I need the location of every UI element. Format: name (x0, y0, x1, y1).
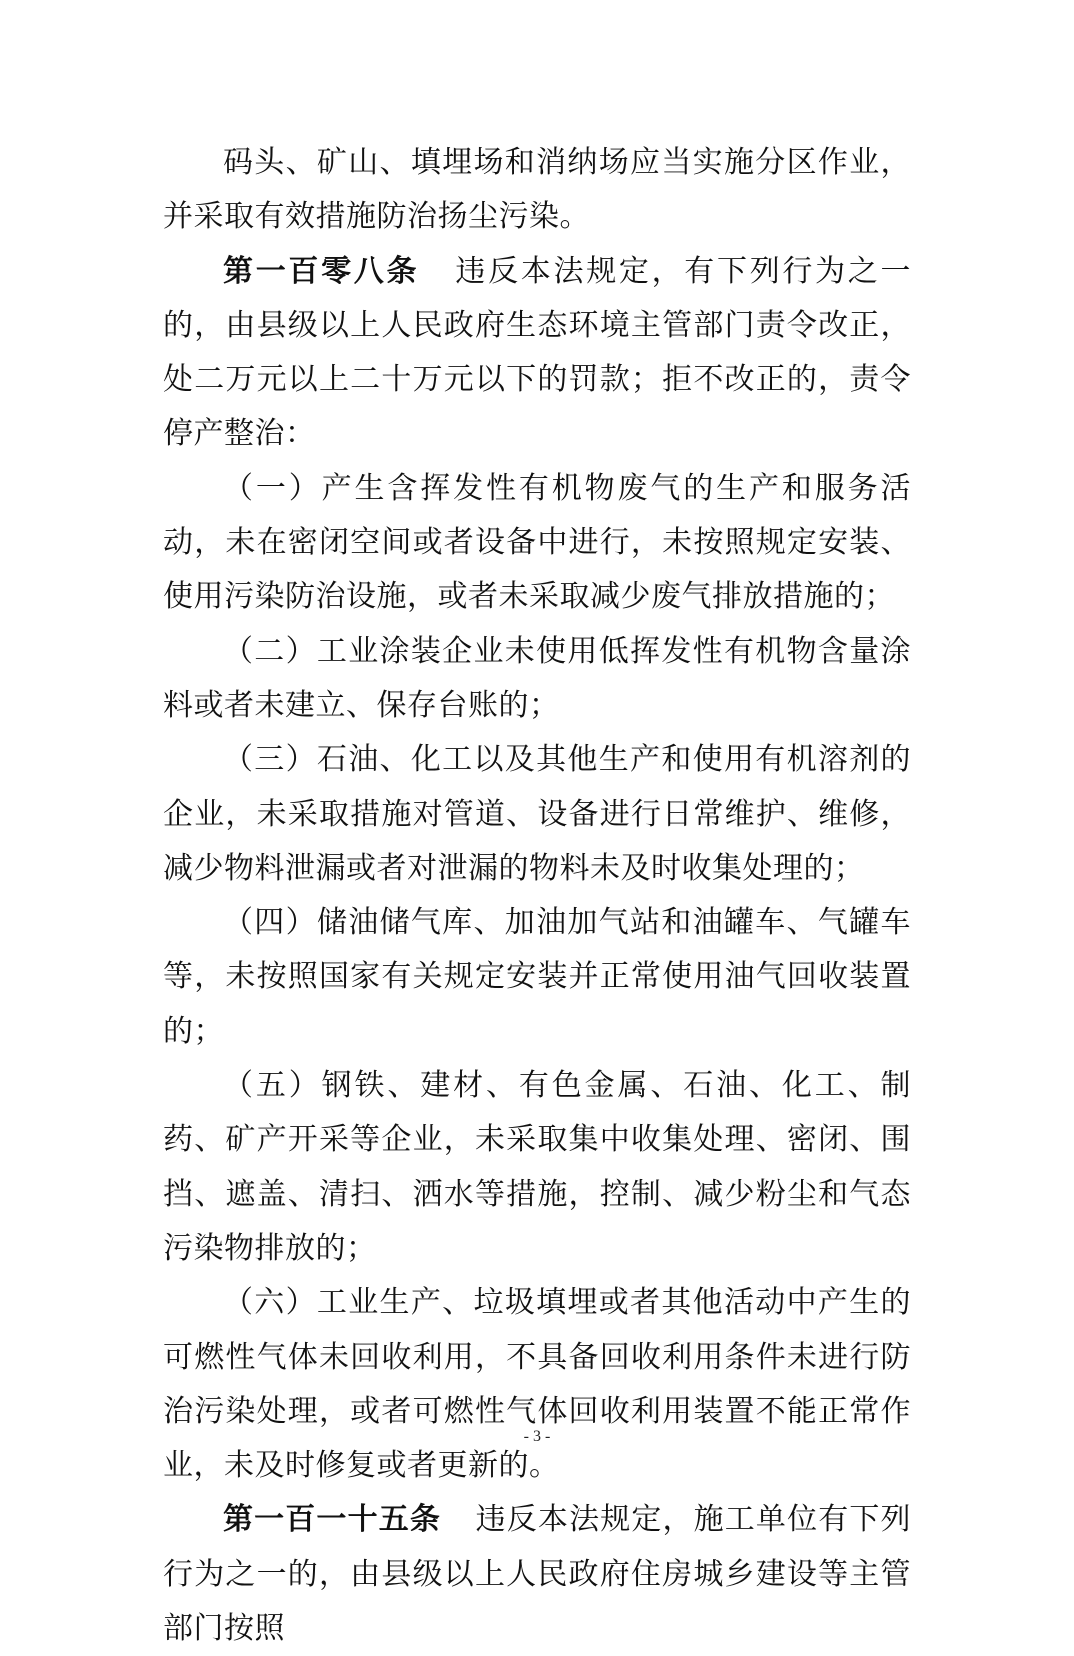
item-2-text: （二）工业涂装企业未使用低挥发性有机物含量涂料或者未建立、保存台账的； (163, 633, 911, 723)
item-3-paragraph (163, 733, 911, 896)
item-4-text: （四）储油储气库、加油加气站和油罐车、气罐车等，未按照国家有关规定安装并正常使用油气回收装置的； (163, 905, 911, 1049)
item-2-paragraph (163, 625, 911, 734)
article-115-text: 违反本法规定，施工单位有下列行为之一的，由县级以上人民政府住房城乡建设等主管部门按照 (163, 1502, 911, 1647)
article-115-paragraph (163, 1493, 911, 1656)
item-6-paragraph (163, 1276, 911, 1493)
item-5-text: （五）钢铁、建材、有色金属、石油、化工、制药、矿产开采等企业，未采取集中收集处理、密闭、围挡、遮盖、清扫、洒水等措施，控制、减少粉尘和气态污染物排放的； (163, 1068, 911, 1266)
article-108-text: 违反本法规定，有下列行为之一的，由县级以上人民政府生态环境主管部门责令改正，处二万元以上二十万元以下的罚款；拒不改正的，责令停产整治： (163, 253, 912, 452)
page-number: - 3 - (523, 1428, 551, 1445)
item-3-text: （三）石油、化工以及其他生产和使用有机溶剂的企业，未采取措施对管道、设备进行日常维护、维修，减少物料泄漏或者对泄漏的物料未及时收集处理的； (163, 742, 911, 886)
item-6-text: （六）工业生产、垃圾填埋或者其他活动中产生的可燃性气体未回收利用，不具备回收利用条件未进行防治污染处理，或者可燃性气体回收利用装置不能正常作业，未及时修复或者更新的。 (163, 1285, 911, 1484)
item-1-text: （一）产生含挥发性有机物废气的生产和服务活动，未在密闭空间或者设备中进行，未按照规定安装、使用污染防治设施，或者未采取减少废气排放措施的； (163, 470, 911, 615)
paragraph-1 (163, 136, 911, 245)
article-108-heading: 第一百零八条 (223, 253, 420, 289)
article-115-heading: 第一百一十五条 (223, 1502, 441, 1538)
item-5-paragraph (163, 1059, 911, 1276)
item-4-paragraph (163, 896, 911, 1059)
paragraph-1-text: 码头、矿山、填埋场和消纳场应当实施分区作业，并采取有效措施防治扬尘污染。 (163, 145, 911, 235)
item-1-paragraph (163, 462, 911, 625)
article-108-paragraph (163, 245, 911, 462)
